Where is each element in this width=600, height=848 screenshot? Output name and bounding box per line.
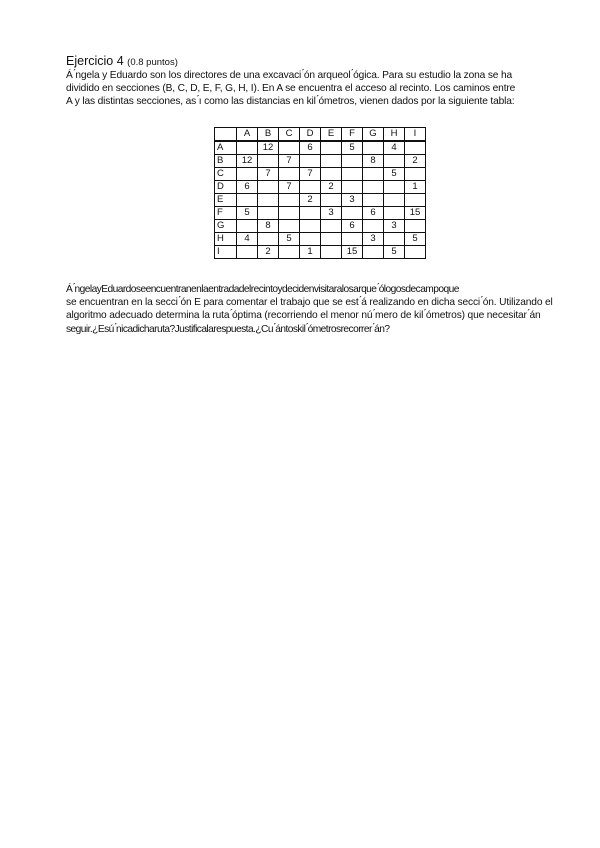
distance-cell bbox=[342, 168, 363, 181]
distance-cell: 6 bbox=[237, 181, 258, 194]
row-header: H bbox=[215, 233, 237, 246]
question-line: seguir.¿Esú ́nicadicharuta?Justificalarespuesta.¿Cu ́ántoskil ́ómetrosrecorrer ́án? bbox=[66, 323, 390, 335]
distance-cell: 7 bbox=[279, 155, 300, 168]
column-header: D bbox=[300, 128, 321, 142]
distance-cell: 15 bbox=[405, 207, 426, 220]
distance-cell: 5 bbox=[237, 207, 258, 220]
distance-cell bbox=[342, 155, 363, 168]
distance-cell bbox=[363, 141, 384, 155]
distance-cell: 5 bbox=[342, 141, 363, 155]
distance-cell bbox=[342, 181, 363, 194]
question-line: Á ́ngelayEduardoseencuentranenlaentradadelrecintoydecidenvisitaralosarque ́ólogosdecampoque bbox=[66, 284, 459, 295]
row-header: G bbox=[215, 220, 237, 233]
distance-cell: 3 bbox=[342, 194, 363, 207]
distance-cell bbox=[363, 194, 384, 207]
distance-cell bbox=[321, 141, 342, 155]
distance-cell bbox=[300, 181, 321, 194]
distance-cell bbox=[279, 194, 300, 207]
distance-cell bbox=[363, 246, 384, 259]
distance-cell: 2 bbox=[300, 194, 321, 207]
exercise-title: Ejercicio 4 bbox=[66, 54, 124, 68]
column-header: E bbox=[321, 128, 342, 142]
distance-cell: 3 bbox=[363, 233, 384, 246]
distance-cell bbox=[258, 181, 279, 194]
distance-cell: 5 bbox=[384, 168, 405, 181]
distance-cell: 7 bbox=[258, 168, 279, 181]
table-body bbox=[215, 141, 426, 259]
column-header: A bbox=[237, 128, 258, 142]
distance-cell: 8 bbox=[258, 220, 279, 233]
distance-cell bbox=[384, 155, 405, 168]
distance-cell bbox=[384, 194, 405, 207]
table-row bbox=[215, 220, 426, 233]
intro-line: dividido en secciones (B, C, D, E, F, G, H, I). En A se encuentra el acceso al recinto. Los caminos entre bbox=[66, 83, 516, 95]
column-header: G bbox=[363, 128, 384, 142]
distance-cell: 2 bbox=[258, 246, 279, 259]
table-row bbox=[215, 233, 426, 246]
row-header: E bbox=[215, 194, 237, 207]
table-row bbox=[215, 168, 426, 181]
column-header: B bbox=[258, 128, 279, 142]
distance-cell: 1 bbox=[300, 246, 321, 259]
distance-cell bbox=[279, 246, 300, 259]
distance-cell bbox=[258, 155, 279, 168]
distance-cell: 8 bbox=[363, 155, 384, 168]
distance-cell: 6 bbox=[363, 207, 384, 220]
distance-cell bbox=[384, 181, 405, 194]
table-row bbox=[215, 194, 426, 207]
row-header: F bbox=[215, 207, 237, 220]
distance-cell: 5 bbox=[405, 233, 426, 246]
distance-cell bbox=[363, 168, 384, 181]
table-row bbox=[215, 207, 426, 220]
distance-cell bbox=[405, 220, 426, 233]
distance-cell bbox=[405, 194, 426, 207]
distance-cell bbox=[405, 246, 426, 259]
distance-cell bbox=[237, 246, 258, 259]
question-paragraph bbox=[66, 283, 553, 336]
row-header: I bbox=[215, 246, 237, 259]
distance-cell: 12 bbox=[237, 155, 258, 168]
distance-cell bbox=[384, 233, 405, 246]
distance-cell bbox=[279, 168, 300, 181]
table-row bbox=[215, 155, 426, 168]
distance-cell: 3 bbox=[321, 207, 342, 220]
distance-cell bbox=[258, 194, 279, 207]
intro-line: Á ́ngela y Eduardo son los directores de una excavaci ́ón arqueol ́ógica. Para su estudio la zona se ha bbox=[66, 70, 512, 81]
distance-cell: 12 bbox=[258, 141, 279, 155]
table-row bbox=[215, 246, 426, 259]
distance-cell bbox=[321, 168, 342, 181]
distance-cell: 15 bbox=[342, 246, 363, 259]
distance-cell bbox=[237, 168, 258, 181]
distance-cell: 2 bbox=[321, 181, 342, 194]
column-header: F bbox=[342, 128, 363, 142]
distance-cell bbox=[321, 220, 342, 233]
column-header: C bbox=[279, 128, 300, 142]
distance-cell bbox=[279, 220, 300, 233]
distance-cell bbox=[321, 194, 342, 207]
exercise-heading bbox=[66, 54, 178, 68]
row-header: C bbox=[215, 168, 237, 181]
column-header: H bbox=[384, 128, 405, 142]
distance-cell bbox=[363, 220, 384, 233]
intro-line: A y las distintas secciones, as ́ı como las distancias en kil ́ómetros, vienen dados por la siguiente tabla: bbox=[66, 96, 515, 108]
distance-cell bbox=[300, 207, 321, 220]
distance-cell bbox=[258, 207, 279, 220]
distance-cell bbox=[363, 181, 384, 194]
distance-cell: 7 bbox=[279, 181, 300, 194]
distance-cell: 3 bbox=[384, 220, 405, 233]
distance-cell bbox=[258, 233, 279, 246]
intro-paragraph bbox=[66, 69, 515, 109]
question-line: se encuentran en la secci ́ón E para comentar el trabajo que se est ́á realizando en dicha secci ́ón. Utilizando el bbox=[66, 297, 553, 309]
distance-cell bbox=[342, 207, 363, 220]
distance-cell bbox=[237, 194, 258, 207]
distance-table bbox=[214, 127, 426, 259]
distance-cell: 7 bbox=[300, 168, 321, 181]
distance-cell bbox=[300, 220, 321, 233]
table-row bbox=[215, 141, 426, 155]
distance-cell: 5 bbox=[384, 246, 405, 259]
distance-cell: 5 bbox=[279, 233, 300, 246]
distance-cell: 1 bbox=[405, 181, 426, 194]
table-corner-cell bbox=[215, 128, 237, 142]
table-header-row bbox=[215, 128, 426, 142]
distance-cell bbox=[300, 233, 321, 246]
distance-cell bbox=[300, 155, 321, 168]
distance-cell bbox=[237, 220, 258, 233]
column-header: I bbox=[405, 128, 426, 142]
row-header: D bbox=[215, 181, 237, 194]
distance-cell bbox=[405, 141, 426, 155]
distance-cell bbox=[342, 233, 363, 246]
distance-cell bbox=[279, 141, 300, 155]
distance-cell bbox=[237, 141, 258, 155]
row-header: A bbox=[215, 141, 237, 155]
distance-cell bbox=[384, 207, 405, 220]
distance-cell: 6 bbox=[300, 141, 321, 155]
distance-cell bbox=[321, 155, 342, 168]
exercise-points: (0.8 puntos) bbox=[127, 57, 178, 68]
distance-cell: 4 bbox=[237, 233, 258, 246]
distance-cell bbox=[321, 246, 342, 259]
question-line: algoritmo adecuado determina la ruta ́óptima (recorriendo el menor nú ́mero de kil ́ómetros) que necesitar ́án bbox=[66, 310, 541, 322]
row-header: B bbox=[215, 155, 237, 168]
distance-cell: 6 bbox=[342, 220, 363, 233]
distance-cell bbox=[321, 233, 342, 246]
distance-cell: 4 bbox=[384, 141, 405, 155]
table-row bbox=[215, 181, 426, 194]
distance-cell bbox=[405, 168, 426, 181]
distance-cell bbox=[279, 207, 300, 220]
distance-cell: 2 bbox=[405, 155, 426, 168]
